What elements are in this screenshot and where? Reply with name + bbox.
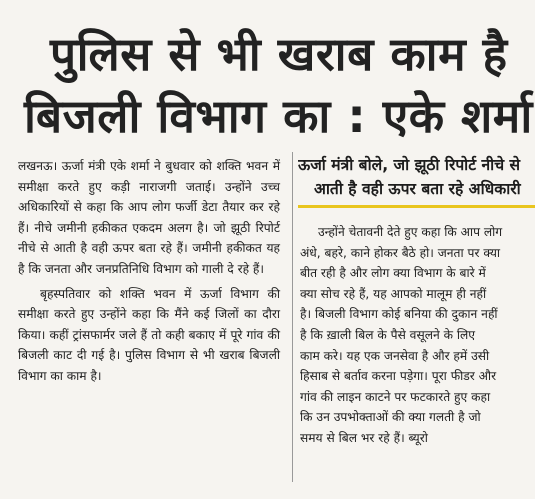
right-column-line: अंधे, बहरे, काने होकर बैठे हो। जनता पर क्या <box>300 245 501 260</box>
right-column-line: है। बिजली विभाग कोई बनिया की दुकान नहीं <box>300 307 498 322</box>
right-column <box>300 222 535 449</box>
left-column <box>18 156 280 389</box>
subheadline-accent-rule <box>298 205 535 208</box>
right-column-line: कि उन उपभोक्ताओं की क्या गलती है जो <box>300 410 481 425</box>
subheadline-line-1: ऊर्जा मंत्री बोले, जो झूठी रिपोर्ट नीचे से <box>298 156 521 174</box>
subheadline <box>298 153 535 201</box>
right-column-line: समय से बिल भर रहे हैं। ब्यूरो <box>300 430 428 445</box>
right-column-line: बीत रही है और लोग क्या विभाग के बारे में <box>300 266 486 281</box>
right-column-line: हिसाब से बर्ताव करना पड़ेगा। पूरा फीडर और <box>300 369 497 384</box>
headline-line-1: पुलिस से भी खराब काम है <box>50 27 508 81</box>
right-column-line: काम करे। यह एक जनसेवा है और हमें उसी <box>300 348 490 363</box>
right-column-line: है कि ख़ाली बिल के पैसे वसूलने के लिए <box>300 327 475 342</box>
left-paragraph-1: लखनऊ। ऊर्जा मंत्री एके शर्मा ने बुधवार को शक्ति भवन में समीक्षा करते हुए कड़ी नाराजगी जताई। उन्होंने उच्च अधिकारियों से कहा कि आप लोग फर्जी डेटा तैयार कर रहे हैं। नीचे जमीनी हकीकत एकदम अलग है। जो झूठी रिपोर्ट नीचे से आती है वही ऊपर बता रहे हैं। जमीनी हकीकत यह है कि जनता और जनप्रतिनिधि विभाग को गाली दे रहे हैं। <box>18 159 280 276</box>
left-paragraph-2: बृहस्पतिवार को शक्ति भवन में ऊर्जा विभाग की समीक्षा करते हुए उन्होंने कहा कि मैंने कई जिलों का दौरा किया। कहीं ट्रांसफार्मर जले हैं तो कही बकाए में पूरे गांव की बिजली काट दी गई है। पुलिस विभाग से भी खराब बिजली विभाग का काम है। <box>18 286 280 383</box>
headline-line-2: बिजली विभाग का : एके शर्मा <box>24 89 533 143</box>
right-column-line: गांव की लाइन काटने पर फटकारते हुए कहा <box>300 389 491 404</box>
column-divider <box>292 152 293 482</box>
headline <box>0 22 535 150</box>
right-column-line: उन्होंने चेतावनी देते हुए कहा कि आप लोग <box>318 225 503 239</box>
subheadline-line-2: आती है वही ऊपर बता रहे अधिकारी <box>314 180 521 198</box>
right-column-line: क्या सोच रहे हैं, यह आपको मालूम ही नहीं <box>300 286 487 301</box>
